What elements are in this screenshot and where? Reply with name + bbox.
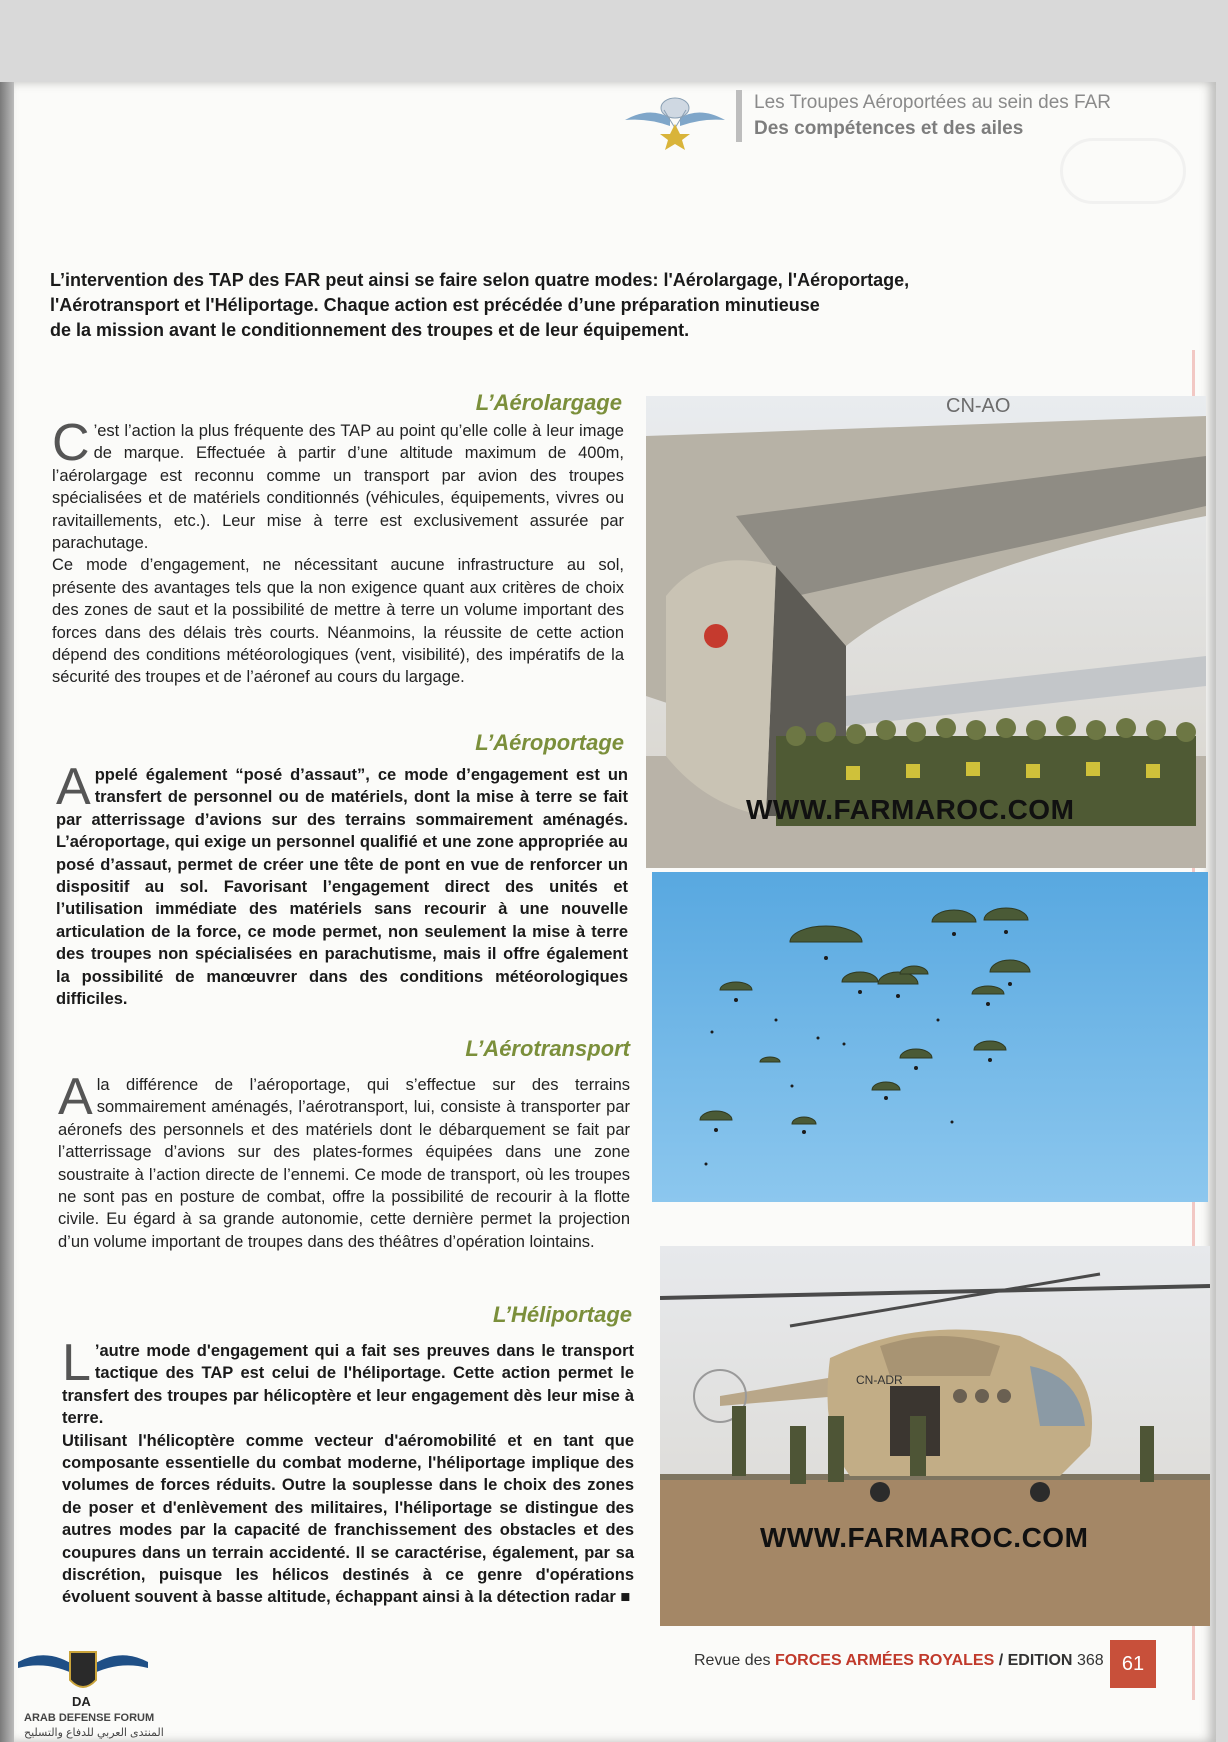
section-body-aerolargage — [52, 414, 624, 689]
header-subtitle: Des compétences et des ailes — [754, 118, 1024, 139]
section-title-heliportage: L’Héliportage — [493, 1302, 632, 1327]
section-body-heliportage — [62, 1334, 634, 1609]
watermark: WWW.FARMAROC.COM — [746, 794, 1075, 825]
helicopter-registration: CN-ADR — [856, 1373, 903, 1387]
magazine-title: FORCES ARMÉES ROYALES — [774, 1652, 995, 1669]
footer-prefix: Revue des — [694, 1652, 771, 1669]
watermark: WWW.FARMAROC.COM — [760, 1522, 1089, 1553]
page-number: 61 — [1110, 1640, 1156, 1688]
forum-logo — [8, 1632, 164, 1740]
header-decoration — [1060, 138, 1186, 204]
paragraph: ’autre mode d'engagement qui a fait ses preuves dans le transport tactique des TAP est celui de l'héliportage. Cette action permet le transfert des troupes par hélicoptère et leur engagement dès leur mise à terre. — [62, 1342, 634, 1428]
paragraph: Utilisant l'hélicoptère comme vecteur d'aéromobilité et en tant que composante essentielle du combat moderne, l'héliportage implique des volumes de forces réduits. Outre la souplesse dans le choix des zones de poser et d'enlèvement des militaires, l'héliportage se distingue des autres modes par la capacité de franchissement des obstacles et des coupures dans un terrain accidenté. Il se caractérise, également, par sa discrétion, puisque les hélicos destinés à ce genre d'opérations évoluent souvent à basse altitude, échappant ainsi à la détection radar ■ — [62, 1431, 634, 1607]
section-title-aerotransport: L’Aérotransport — [465, 1036, 630, 1061]
forum-name-arabic: المنتدى العربي للدفاع والتسليح — [24, 1727, 164, 1739]
paragraph: ppelé également “posé d’assaut”, ce mode d’engagement est un transfert de personnel ou de matériels, dont la mise à terre se fait par atterrissage d’avions sur des terrains sommairement aménagés. L’aéroportage, qui exige un personnel qualifié et une zone appropriée au posé d’assaut, permet de créer une tête de pont en vue de renforcer un dispositif au sol. Favorisant l’engagement direct des unités et l’utilisation immédiate des matériels sans recourir à une nouvelle articulation de la force, ce mode permet, non seulement la mise à terre des troupes non spécialisées en parachutisme, mais il offre également la possibilité de manœuvrer dans des conditions météorologiques difficiles. — [56, 766, 628, 1009]
forum-emblem-icon — [8, 1632, 158, 1712]
paragraph: ’est l’action la plus fréquente des TAP au point qu’elle colle à leur image de marque. Effectuée à partir d’une altitude maximum de 400m, l’aérolargage est reconnu comme un transport par avion des troupes spécialisées et de matériels conditionnés (véhicules, équipements, vivres ou ravitaillements, etc.). Leur mise à terre est exclusivement assurée par parachutage. — [52, 422, 624, 553]
edition-label: / EDITION — [998, 1652, 1073, 1669]
section-body-aeroportage — [56, 758, 628, 1010]
photo-helicopter — [660, 1246, 1210, 1626]
forum-name: ARAB DEFENSE FORUM — [24, 1712, 155, 1724]
photo-parachutes-sky — [652, 872, 1208, 1202]
dropcap: A — [56, 758, 91, 816]
intro-paragraph — [50, 268, 950, 343]
intro-line: de la mission avant le conditionnement des troupes et de leur équipement. — [50, 320, 690, 340]
intro-line: l'Aérotransport et l'Héliportage. Chaque action est précédée d’une préparation minutieuse — [50, 295, 820, 315]
forum-mark: DA — [72, 1694, 91, 1709]
section-title-aerolargage: L’Aérolargage — [475, 390, 622, 415]
intro-line: L’intervention des TAP des FAR peut ainsi se faire selon quatre modes: l'Aérolargage, l'Aéroportage, — [50, 270, 910, 290]
paragraph: Ce mode d’engagement, ne nécessitant aucune infrastructure au sol, présente des avantages tels que la non exigence quant aux critères de choix des zones de saut et la possibilité de mettre à terre un volume important des forces dans des délais très courts. Néanmoins, la réussite de cette action dépend des conditions météorologiques (vent, visibilité), des impératifs de la sécurité des troupes et de l’aéronef au cours du largage. — [52, 556, 624, 687]
dropcap: A — [58, 1068, 93, 1126]
dropcap: L — [62, 1334, 91, 1392]
section-body-aerotransport — [58, 1068, 630, 1253]
dropcap: C — [52, 414, 90, 472]
page-footer — [694, 1652, 1104, 1670]
header-section-title: Les Troupes Aéroportées au sein des FAR — [754, 92, 1111, 113]
edition-number: 368 — [1076, 1652, 1104, 1669]
header-divider — [736, 90, 742, 142]
paragraph: la différence de l’aéroportage, qui s’effectue sur des terrains sommairement aménagés, l’aérotransport, lui, consiste à transporter par aéronefs des personnels et des matériels dont le débarquement se fait par l’atterrissage d’avions sur des plates-formes équipées dans une zone soustraite à l’action directe de l’ennemi. Ce mode de transport, où les troupes ne sont pas en posture de combat, offre la possibilité de recourir à la flotte civile. Eu égard à sa grande autonomie, cette dernière permet la projection d’un volume important de troupes dans des théâtres d’opération lointains. — [58, 1076, 630, 1251]
plane-registration: CN-AO — [946, 396, 1011, 417]
section-title-aeroportage: L’Aéroportage — [475, 730, 624, 755]
paratroop-emblem-icon — [620, 88, 730, 158]
